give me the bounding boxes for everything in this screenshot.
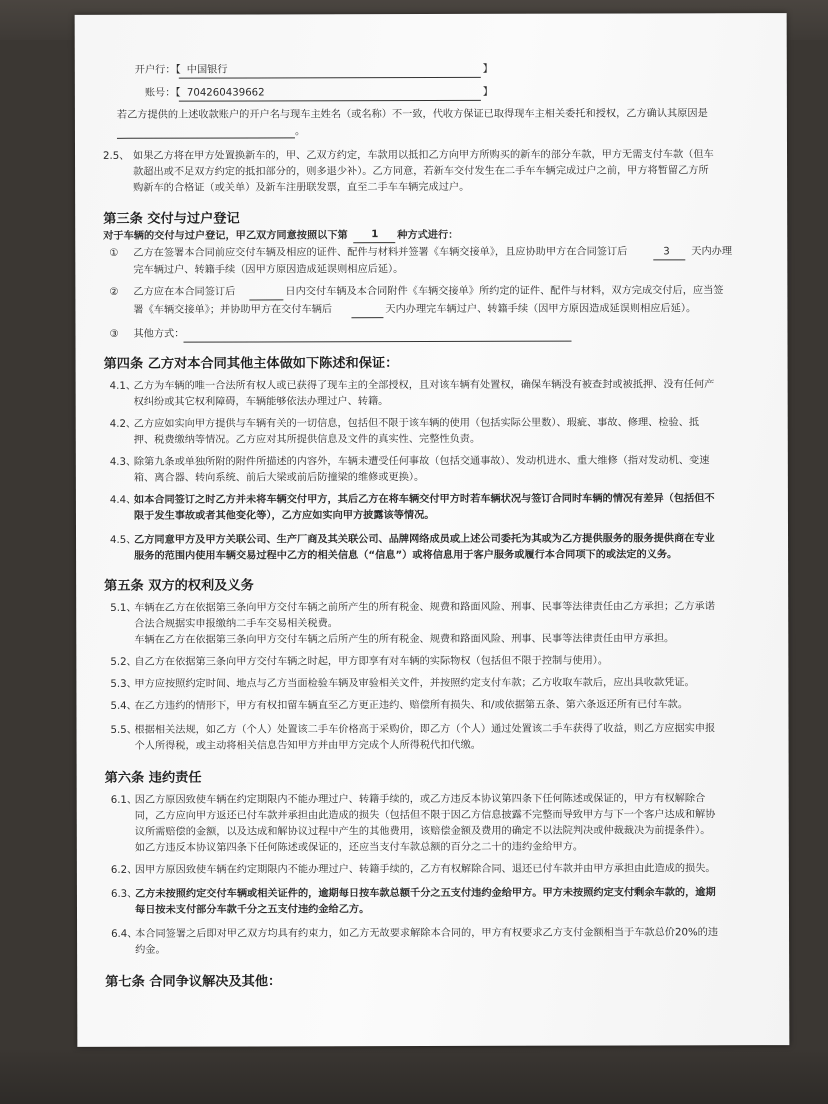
paragraph-line: 因甲方原因致使车辆在约定期限内不能办理过户、转籍手续的，乙方有权解除合同、退还已付车款并由甲方承担由此造成的损失。 [134, 863, 716, 876]
paragraph-line: 天内办理 [691, 246, 733, 258]
paragraph-line: 对于车辆的交付与过户登记，甲乙双方同意按照以下第 [103, 230, 348, 242]
background-bottom [0, 1050, 828, 1104]
clause-number: 4.4、 [109, 494, 137, 506]
section-title: 第六条 违约责任 [104, 770, 202, 786]
account-underline [179, 99, 481, 102]
paragraph-line: 乙方为车辆的唯一合法所有权人或已获得了现车主的全部授权，且对该车辆有处置权，确保车辆没有被查封或被抵押、没有任何产 [133, 379, 715, 392]
paragraph-line: 款超出或不足双方约定的抵扣部分的，则多退少补）。乙方同意，若新车交付发生在二手车车辆完成过户之前，甲方将暂留乙方所 [133, 165, 709, 178]
option-mark: ③ [109, 328, 119, 340]
paragraph-line: 押、税费缴纳等情况。乙方应对其所提供信息及文件的真实性、完整性负责。 [133, 433, 481, 446]
paragraph-line: 乙方未按照约定交付车辆或相关证件的，逾期每日按车款总额千分之五支付违约金给甲方。甲方未按照约定支付剩余车款的，逾期 [134, 887, 716, 900]
paragraph-line: 议所需赔偿的金额，以及达成和解协议过程中产生的其他费用，该赔偿金额及费用的确定不以法院判决或仲裁裁决为前提条件）。 [134, 825, 711, 838]
paragraph-line: 如乙方违反本协议第四条下任何陈述或保证的，还应当支付车款总额的百分之二十的违约金给甲方。 [134, 841, 584, 854]
paragraph-line: 。 [294, 126, 306, 138]
bank-close: 】 [482, 63, 493, 75]
paragraph-line: 若乙方提供的上述收款账户的开户名与现车主姓名（或名称）不一致，代收方保证已取得现车主相关委托和授权，乙方确认其原因是 [116, 108, 708, 121]
method-value: 1 [371, 229, 379, 241]
clause-number: 4.1、 [109, 380, 137, 392]
contract-page [75, 13, 790, 1047]
paragraph-line: 乙方应在本合同签订后 [133, 286, 236, 298]
option-mark: ② [109, 286, 119, 298]
clause-number: 6.1、 [110, 794, 138, 806]
clause-number: 2.5、 [103, 150, 130, 162]
paragraph-line: 乙方在签署本合同前应交付车辆及相应的证件、配件与材料并签署《车辆交接单》，且应协助甲方在合同签订后 [133, 246, 628, 259]
paragraph-line: 本合同签署之后即对甲乙双方均具有约束力，如乙方无故要求解除本合同的，甲方有权要求乙方支付金额相当于车款总价20%的违 [135, 927, 719, 940]
paragraph-line: 种方式进行： [397, 229, 459, 242]
clause-number: 6.2、 [110, 864, 138, 876]
paragraph-line: 购新车的合格证（或关单）及新车注册联发票，直至二手车车辆完成过户。 [133, 181, 470, 194]
paragraph-line: 约金。 [135, 944, 166, 956]
bank-value: 中国银行 [186, 64, 228, 76]
paragraph-line: 在乙方违约的情形下，甲方有权扣留车辆直至乙方更正违约、赔偿所有损失、和/或依据第五条、第六条返还所有已付车款。 [134, 699, 689, 712]
account-label: 账号：【 [144, 87, 181, 99]
paragraph-line: 乙方应如实向甲方提供与车辆有关的一切信息，包括但不限于该车辆的使用（包括实际公里数）、瑕疵、事故、修理、检验、抵 [133, 417, 700, 430]
paragraph-line: 甲方应按照约定时间、地点与乙方当面检验车辆及审验相关文件，并按照约定支付车款；乙方收取车款后，应出具收款凭证。 [134, 677, 695, 690]
paragraph-line: 同，乙方应向甲方返还已付车款并承担由此造成的损失（包括但不限于因乙方信息披露不完整而导致甲方与下一个客户达成和解协 [134, 809, 716, 822]
clause-number: 6.4、 [111, 928, 138, 940]
clause-number: 5.1、 [110, 602, 137, 614]
paragraph-line: 署《车辆交接单》；并协助甲方在交付车辆后 [133, 304, 333, 316]
paragraph-line: 天内办理完车辆过户、转籍手续（因甲方原因造成延误则相应后延）。 [385, 303, 697, 316]
paragraph-line: 其他方式： [133, 328, 185, 340]
clause-number: 5.3、 [110, 678, 137, 690]
days-value: 3 [663, 246, 670, 258]
paragraph-line: 乙方同意甲方及甲方关联公司、生产厂商及其关联公司、品牌网络成员或上述公司委托为其或为乙方提供服务的服务提供商在专业 [134, 533, 715, 546]
section-title: 第四条 乙方对本合同其他主体做如下陈述和保证： [103, 356, 399, 372]
clause-number: 4.2、 [109, 418, 137, 430]
method-underline [353, 241, 395, 243]
bank-underline [179, 76, 481, 79]
paragraph-line: 如本合同签订之时乙方并未将车辆交付甲方，其后乙方在将车辆交付甲方时若车辆状况与签订合同时车辆的情况有差异（包括但不 [133, 493, 715, 506]
paragraph-line: 个人所得税，或主动将相关信息告知甲方并由甲方完成个人所得税代扣代缴。 [134, 739, 481, 752]
option-mark: ① [109, 247, 119, 259]
section-title: 第五条 双方的权利及义务 [104, 578, 254, 594]
paragraph-line: 除第九条或单独所附的附件所描述的内容外，车辆未遭受任何事故（包括交通事故）、发动机进水、重大维修（指对发动机、变速 [133, 455, 710, 468]
bank-label: 开户行：【 [134, 64, 181, 76]
section-title: 第七条 合同争议解决及其他： [105, 974, 282, 990]
paragraph-line: 权纠纷或其它权利障碍，车辆能够依法办理过户、转籍。 [133, 396, 389, 408]
paragraph-line: 车辆在乙方在依据第三条向甲方交付车辆之前所产生的所有税金、规费和路面风险、刑事、民事等法律责任由乙方承担；乙方承诺 [134, 601, 715, 614]
paragraph-line: 合法合规据实申报缴纳二手车交易相关税费。 [134, 618, 339, 630]
reason-underline [117, 136, 295, 138]
other-method-underline [184, 340, 572, 343]
clause-number: 5.2、 [110, 656, 137, 668]
paragraph-line: 箱、离合器、转向系统、前后大梁或前后防撞梁的维修或更换）。 [133, 472, 425, 484]
clause-number: 5.4、 [110, 700, 137, 712]
account-value: 704260439662 [186, 87, 265, 99]
paragraph-line: 因乙方原因致使车辆在约定期限内不能办理过户、转籍手续的，或乙方违反本协议第四条下任何陈述或保证的，甲方有权解除合 [134, 793, 706, 806]
paragraph-line: 日内交付车辆及本合同附件《车辆交接单》所约定的证件、配件与材料，双方完成交付后，应当签 [285, 285, 724, 298]
paragraph-line: 完车辆过户、转籍手续（因甲方原因造成延误则相应后延）。 [133, 264, 404, 276]
paragraph-line: 如果乙方将在甲方处置换新车的，甲、乙双方约定，车款用以抵扣乙方向甲方所购买的新车的部分车款，甲方无需支付车款（但车 [133, 149, 714, 162]
clause-number: 4.5、 [110, 534, 137, 546]
paragraph-line: 车辆在乙方在依据第三条向甲方交付车辆之后所产生的所有税金、规费和路面风险、刑事、民事等法律责任由甲方承担。 [134, 633, 675, 646]
clause-number: 5.5、 [110, 724, 137, 736]
paragraph-line: 每日按未支付部分车款千分之五支付违约金给乙方。 [134, 904, 370, 916]
section-title: 第三条 交付与过户登记 [103, 211, 240, 227]
clause-number: 6.3、 [110, 888, 138, 900]
paragraph-line: 根据相关法规，如乙方（个人）处置该二手车价格高于采购价，即乙方（个人）通过处置该二手车获得了收益，则乙方应据实申报 [134, 723, 716, 736]
paragraph-line: 自乙方在依据第三条向甲方交付车辆之时起，甲方即享有对车辆的实际物权（包括但不限于控制与使用）。 [134, 655, 609, 668]
days-underline [653, 258, 685, 260]
clause-number: 4.3、 [109, 456, 137, 468]
account-close: 】 [482, 86, 494, 98]
paragraph-line: 服务的范围内使用车辆交易过程中乙方的相关信息（“信息”）或将信息用于客户服务或履行本合同项下的或法定的义务。 [134, 549, 678, 562]
days-underline [249, 298, 283, 300]
paragraph-line: 限于发生事故或者其他变化等），乙方应如实向甲方披露该等情况。 [133, 509, 435, 522]
days-underline [351, 316, 383, 318]
